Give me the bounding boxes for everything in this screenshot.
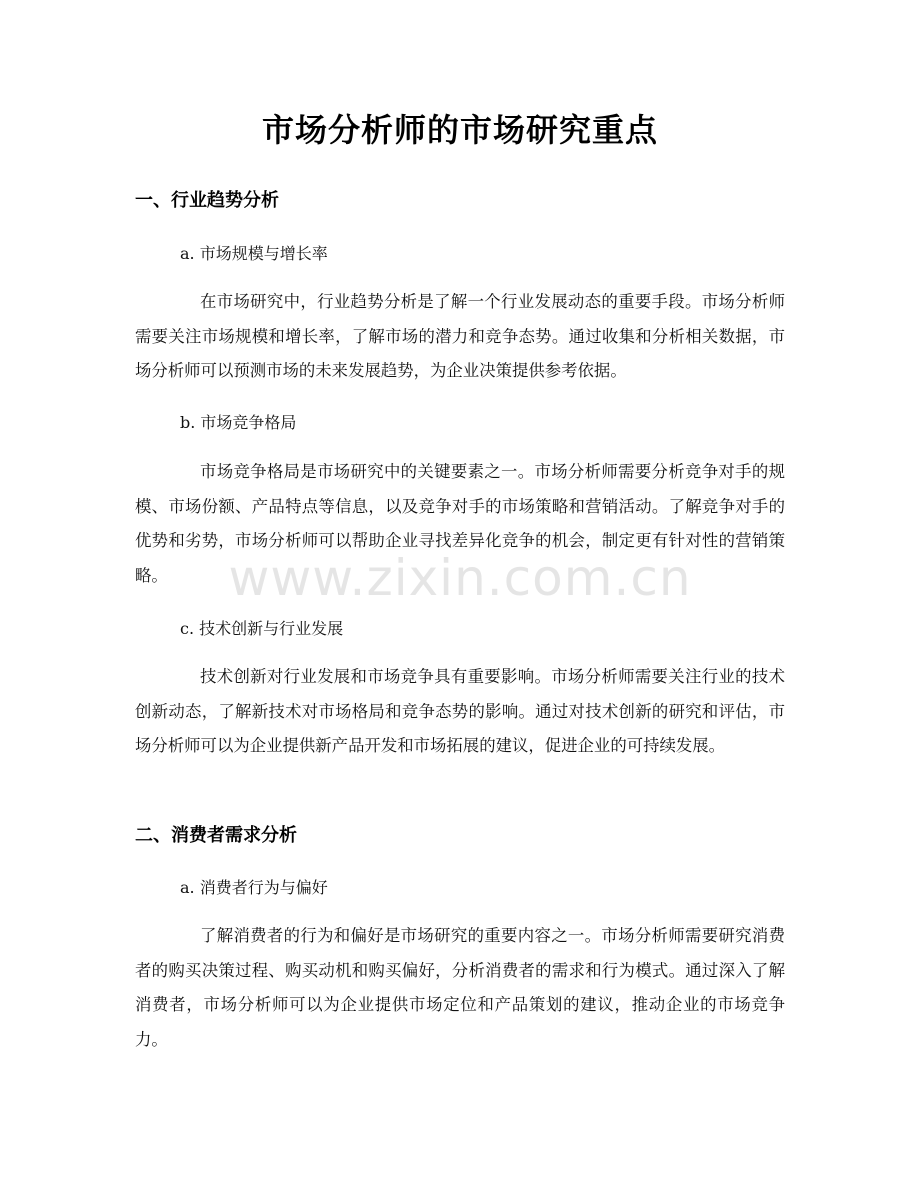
watermark: www.zixin.com.cn [228, 549, 692, 607]
paragraph-tech-innovation: 技术创新对行业发展和市场竞争具有重要影响。市场分析师需要关注行业的技术创新动态，了解新技术对市场格局和竞争态势的影响。通过对技术创新的研究和评估，市场分析师可以为企业提供新产品开发和市场拓展的建议，促进企业的可持续发展。 [135, 667, 785, 755]
subsection-heading-consumer-behavior: a. 消费者行为与偏好 [180, 878, 328, 897]
paragraph-competition: 市场竞争格局是市场研究中的关键要素之一。市场分析师需要分析竞争对手的规模、市场份额、产品特点等信息，以及竞争对手的市场策略和营销活动。了解竞争对手的优势和劣势，市场分析师可以帮助企业寻找差异化竞争的机会，制定更有针对性的营销策略。 [135, 462, 785, 585]
paragraph-consumer-behavior: 了解消费者的行为和偏好是市场研究的重要内容之一。市场分析师需要研究消费者的购买决策过程、购买动机和购买偏好，分析消费者的需求和行为模式。通过深入了解消费者，市场分析师可以为企业提供市场定位和产品策划的建议，推动企业的市场竞争力。 [135, 926, 785, 1049]
subsection-heading-tech-innovation: c. 技术创新与行业发展 [180, 619, 344, 638]
subsection-heading-competition: b. 市场竞争格局 [180, 413, 297, 432]
section-heading-industry-trends: 一、行业趋势分析 [135, 190, 279, 211]
paragraph-market-size: 在市场研究中，行业趋势分析是了解一个行业发展动态的重要手段。市场分析师需要关注市场规模和增长率，了解市场的潜力和竞争态势。通过收集和分析相关数据，市场分析师可以预测市场的未来发展趋势，为企业决策提供参考依据。 [135, 292, 785, 380]
section-heading-consumer-demand: 二、消费者需求分析 [135, 825, 297, 846]
document-title: 市场分析师的市场研究重点 [261, 111, 658, 149]
subsection-heading-market-size: a. 市场规模与增长率 [180, 244, 328, 263]
